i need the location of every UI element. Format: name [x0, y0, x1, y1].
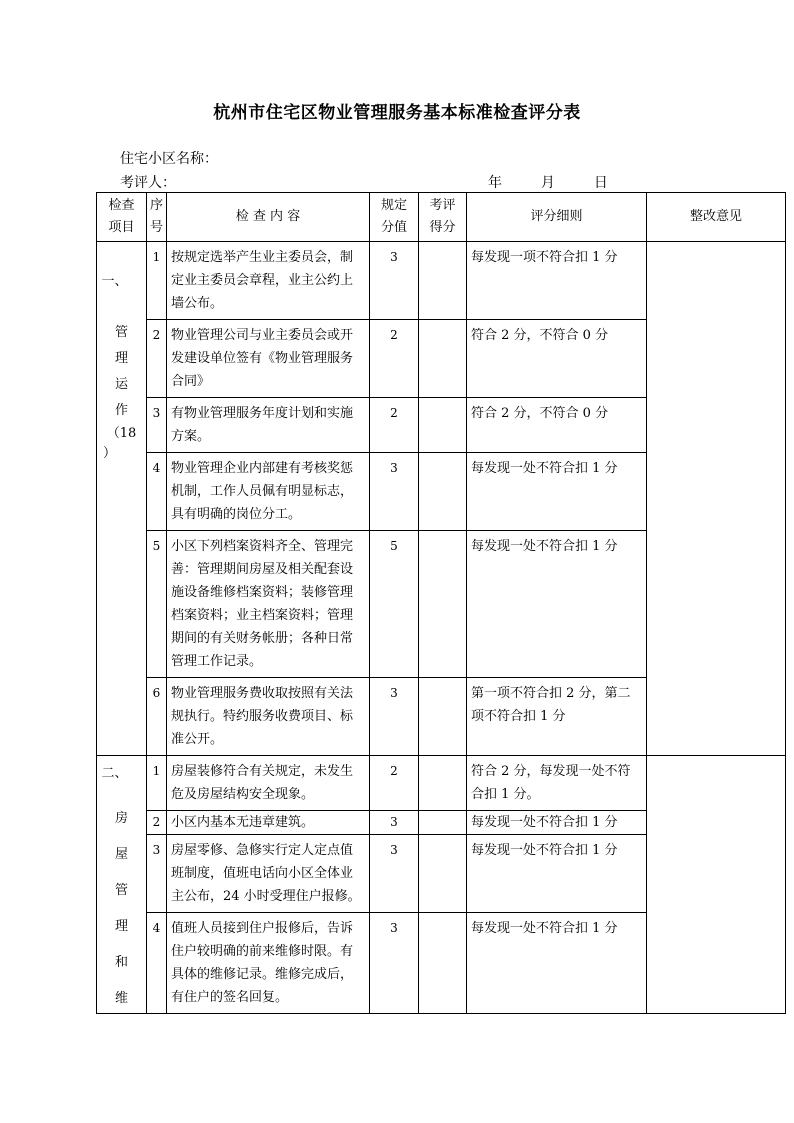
- content-cell: 小区下列档案资料齐全、管理完善：管理期间房屋及相关配套设施设备维修档案资料；装修管理档案资料；业主档案资料；管理期间的有关财务帐册；各种日常管理工作记录。: [167, 531, 370, 678]
- day-label: 日: [593, 175, 608, 191]
- score-cell: 2: [370, 398, 419, 453]
- header-eval: 考评 得分: [419, 193, 467, 242]
- community-name-label: 住宅小区名称：: [120, 151, 218, 167]
- criteria-cell: 每发现一处不符合扣 1 分: [467, 531, 647, 678]
- eval-cell[interactable]: [419, 811, 467, 835]
- seq-cell: 2: [147, 811, 167, 835]
- content-cell: 房屋装修符合有关规定，未发生危及房屋结构安全现象。: [167, 756, 370, 811]
- score-cell: 3: [370, 811, 419, 835]
- eval-cell[interactable]: [419, 678, 467, 756]
- criteria-cell: 符合 2 分，不符合 0 分: [467, 398, 647, 453]
- opinion-cell[interactable]: [647, 756, 786, 1014]
- opinion-cell[interactable]: [647, 242, 786, 756]
- score-cell: 5: [370, 531, 419, 678]
- eval-cell[interactable]: [419, 531, 467, 678]
- reviewer-label: 考评人：: [120, 175, 176, 191]
- eval-cell[interactable]: [419, 242, 467, 320]
- seq-cell: 1: [147, 242, 167, 320]
- eval-cell[interactable]: [419, 398, 467, 453]
- section-2-number: 二、: [101, 766, 128, 781]
- section-1-number: 一、: [101, 274, 128, 289]
- seq-cell: 3: [147, 835, 167, 913]
- score-cell: 3: [370, 835, 419, 913]
- criteria-cell: 每发现一处不符合扣 1 分: [467, 811, 647, 835]
- seq-cell: 3: [147, 398, 167, 453]
- seq-cell: 4: [147, 453, 167, 531]
- score-cell: 2: [370, 320, 419, 398]
- header-score: 规定 分值: [370, 193, 419, 242]
- criteria-cell: 符合 2 分，每发现一处不符合扣 1 分。: [467, 756, 647, 811]
- seq-cell: 2: [147, 320, 167, 398]
- criteria-cell: 每发现一项不符合扣 1 分: [467, 242, 647, 320]
- content-cell: 物业管理服务费收取按照有关法规执行。特约服务收费项目、标准公开。: [167, 678, 370, 756]
- header-opinion: 整改意见: [647, 193, 786, 242]
- score-cell: 3: [370, 242, 419, 320]
- eval-cell[interactable]: [419, 756, 467, 811]
- criteria-cell: 符合 2 分，不符合 0 分: [467, 320, 647, 398]
- criteria-cell: 每发现一处不符合扣 1 分: [467, 913, 647, 1014]
- content-cell: 值班人员接到住户报修后，告诉住户较明确的前来维修时限。有具体的维修记录。维修完成后，有住户的签名回复。: [167, 913, 370, 1014]
- score-cell: 3: [370, 678, 419, 756]
- score-cell: 3: [370, 913, 419, 1014]
- content-cell: 物业管理公司与业主委员会或开发建设单位签有《物业管理服务合同》: [167, 320, 370, 398]
- eval-cell[interactable]: [419, 835, 467, 913]
- header-seq: 序 号: [147, 193, 167, 242]
- page-title: 杭州市住宅区物业管理服务基本标准检查评分表: [213, 103, 581, 123]
- header-item: 检查 项目: [97, 193, 147, 242]
- seq-cell: 4: [147, 913, 167, 1014]
- content-cell: 房屋零修、急修实行定人定点值班制度，值班电话向小区全体业主公布，24 小时受理住户报修。: [167, 835, 370, 913]
- content-cell: 按规定选举产生业主委员会，制定业主委员会章程，业主公约上墙公布。: [167, 242, 370, 320]
- table-row: [97, 242, 786, 320]
- table-row: [97, 756, 786, 811]
- score-cell: 3: [370, 453, 419, 531]
- seq-cell: 6: [147, 678, 167, 756]
- criteria-cell: 每发现一处不符合扣 1 分: [467, 835, 647, 913]
- seq-cell: 1: [147, 756, 167, 811]
- inspection-table: [96, 192, 786, 1014]
- section-2-category: 二、 房 屋 管 理 和 维: [97, 756, 147, 1014]
- content-cell: 有物业管理服务年度计划和实施方案。: [167, 398, 370, 453]
- score-cell: 2: [370, 756, 419, 811]
- content-cell: 小区内基本无违章建筑。: [167, 811, 370, 835]
- header-row: [97, 193, 786, 242]
- content-cell: 物业管理企业内部建有考核奖惩机制，工作人员佩有明显标志，具有明确的岗位分工。: [167, 453, 370, 531]
- section-1-category: 一、 管 理 运 作 （18 ）: [97, 242, 147, 756]
- month-label: 月: [540, 175, 555, 191]
- header-content: 检 查 内 容: [167, 193, 370, 242]
- criteria-cell: 每发现一处不符合扣 1 分: [467, 453, 647, 531]
- year-label: 年: [488, 175, 502, 191]
- eval-cell[interactable]: [419, 913, 467, 1014]
- date-fields: [488, 172, 608, 192]
- seq-cell: 5: [147, 531, 167, 678]
- criteria-cell: 第一项不符合扣 2 分，第二项不符合扣 1 分: [467, 678, 647, 756]
- eval-cell[interactable]: [419, 320, 467, 398]
- header-criteria: 评分细则: [467, 193, 647, 242]
- eval-cell[interactable]: [419, 453, 467, 531]
